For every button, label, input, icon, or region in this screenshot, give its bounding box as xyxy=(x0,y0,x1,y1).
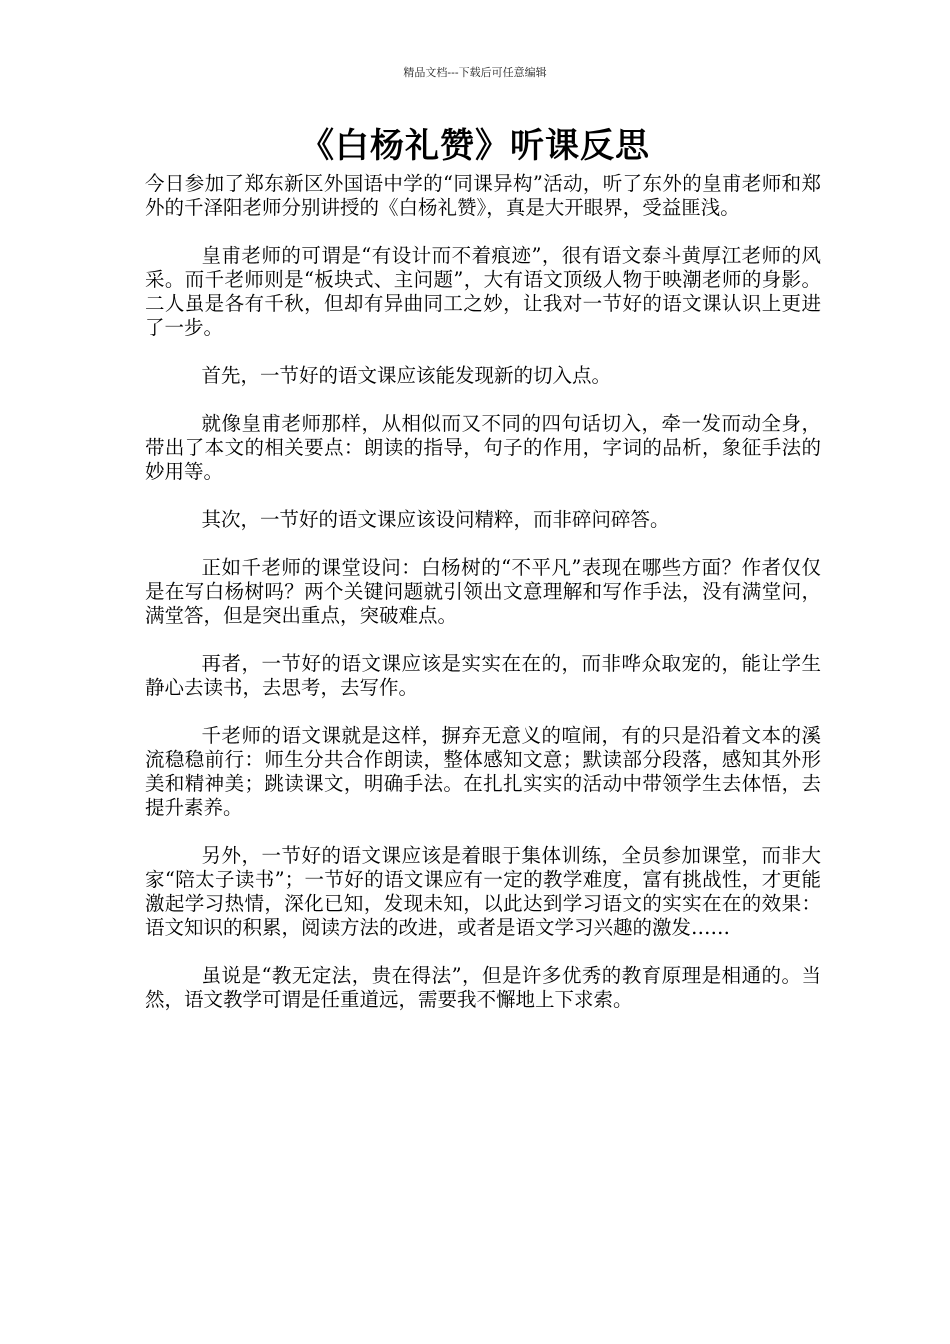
paragraph-example-first: 就像皇甫老师那样，从相似而又不同的四句话切入，牵一发而动全身，带出了本文的相关要点：朗读的指导，句子的作用，字词的品析，象征手法的妙用等。 xyxy=(145,412,821,483)
article-body xyxy=(145,172,821,1036)
paragraph-example-third: 千老师的语文课就是这样，摒弃无意义的喧闹，有的只是沿着文本的溪流稳稳前行：师生分共合作朗读，整体感知文意；默读部分段落，感知其外形美和精神美；跳读课文，明确手法。在扎扎实实的活动中带领学生去体悟，去提升素养。 xyxy=(145,724,821,819)
paragraph-example-second: 正如千老师的课堂设问：白杨树的“不平凡”表现在哪些方面？作者仅仅是在写白杨树吗？两个关键问题就引领出文意理解和写作手法，没有满堂问，满堂答，但是突出重点，突破难点。 xyxy=(145,556,821,627)
paragraph-point-first: 首先，一节好的语文课应该能发现新的切入点。 xyxy=(201,364,612,387)
paragraph-comparison: 皇甫老师的可谓是“有设计而不着痕迹”，很有语文泰斗黄厚江老师的风采。而千老师则是“板块式、主问题”，大有语文顶级人物于映潮老师的身影。二人虽是各有千秋，但却有异曲同工之妙，让我对一节好的语文课认识上更进了一步。 xyxy=(145,244,821,339)
page-title: 《白杨礼赞》听课反思 xyxy=(300,126,650,166)
paragraph-point-second: 其次，一节好的语文课应该设问精粹，而非碎问碎答。 xyxy=(201,508,670,531)
page-header-watermark: 精品文档---下载后可任意编辑 xyxy=(403,66,547,79)
paragraph-point-third: 再者，一节好的语文课应该是实实在在的，而非哗众取宠的，能让学生静心去读书，去思考，去写作。 xyxy=(145,652,821,699)
paragraph-intro: 今日参加了郑东新区外国语中学的“同课异构”活动，听了东外的皇甫老师和郑外的千泽阳老师分别讲授的《白杨礼赞》，真是大开眼界，受益匪浅。 xyxy=(145,172,821,219)
paragraph-point-fourth: 另外，一节好的语文课应该是着眼于集体训练，全员参加课堂，而非大家“陪太子读书”；一节好的语文课应有一定的教学难度，富有挑战性，才更能激起学习热情，深化已知，发现未知，以此达到学习语文的实实在在的效果：语文知识的积累，阅读方法的改进，或者是语文学习兴趣的激发…… xyxy=(145,844,821,939)
paragraph-conclusion: 虽说是“教无定法，贵在得法”，但是许多优秀的教育原理是相通的。当然，语文教学可谓是任重道远，需要我不懈地上下求索。 xyxy=(145,964,821,1011)
